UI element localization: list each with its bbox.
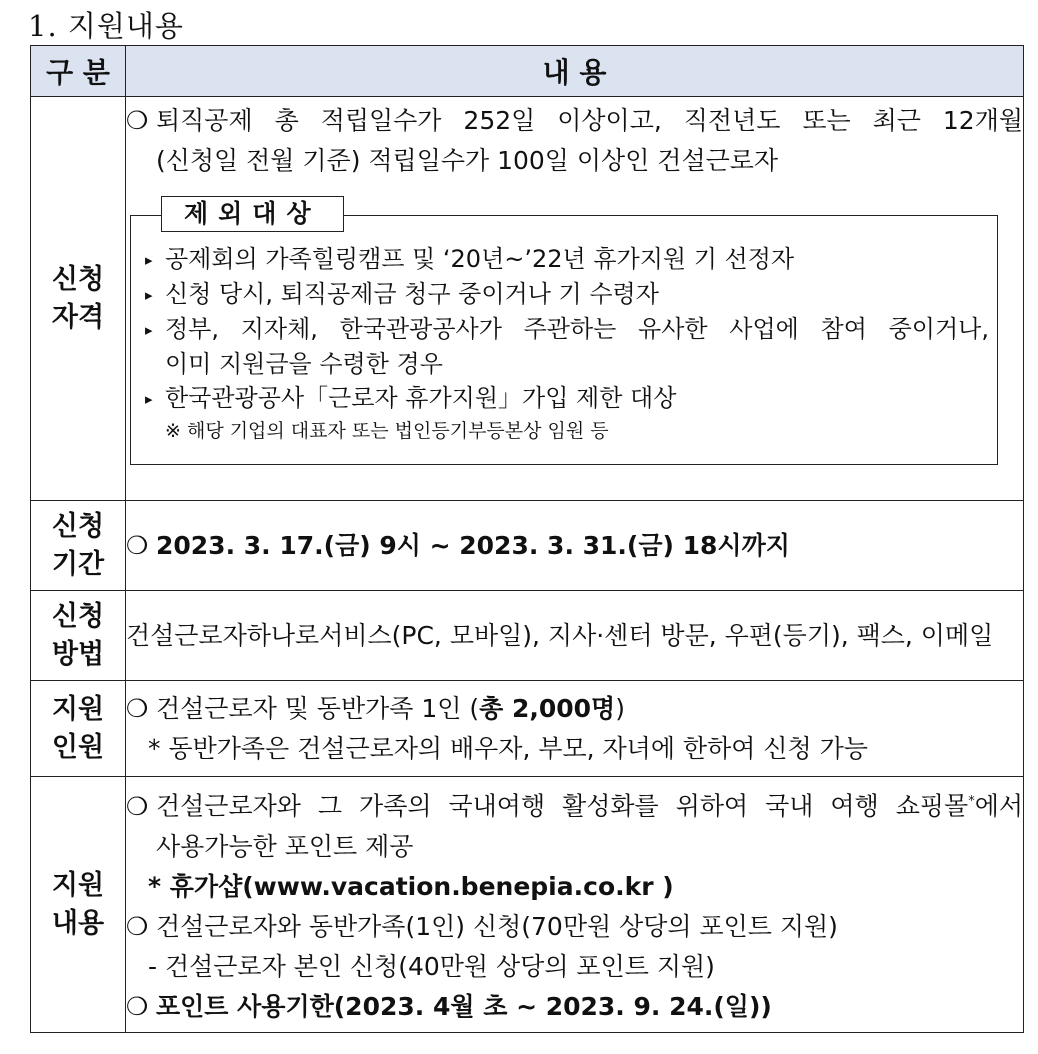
circle-bullet-icon: ❍ bbox=[126, 911, 149, 941]
section-title: 1. 지원내용 bbox=[28, 9, 184, 43]
table-row-period bbox=[31, 501, 1024, 591]
label-line: 자격 bbox=[51, 301, 105, 333]
content-period bbox=[126, 501, 1024, 591]
label-eligibility bbox=[31, 97, 126, 501]
circle-bullet-icon: ❍ bbox=[126, 693, 149, 723]
exclusion-item-text: 신청 당시, 퇴직공제금 청구 중이거나 기 수령자 bbox=[165, 280, 659, 308]
label-line: 신청 bbox=[51, 510, 105, 542]
details-line-1 bbox=[126, 782, 1023, 826]
header-content: 내 용 bbox=[126, 46, 1024, 97]
label-period bbox=[31, 501, 126, 591]
details-shop-link: * 휴가샵(www.vacation.benepia.co.kr ) bbox=[148, 871, 674, 901]
period-text: 2023. 3. 17.(금) 9시 ~ 2023. 3. 31.(금) 18시까지 bbox=[156, 530, 790, 560]
triangle-bullet-icon: ▸ bbox=[145, 321, 153, 339]
table-header-row bbox=[31, 46, 1024, 97]
method-text: 건설근로자하나로서비스(PC, 모바일), 지사·센터 방문, 우편(등기), 팩스, 이메일 bbox=[126, 620, 994, 650]
details-line-2: 사용가능한 포인트 제공 bbox=[156, 831, 414, 861]
label-line: 인원 bbox=[51, 731, 105, 763]
circle-bullet-icon: ❍ bbox=[126, 530, 149, 560]
label-line: 지원 bbox=[51, 693, 105, 725]
eligibility-text-1: 퇴직공제 총 적립일수가 252일 이상이고, 직전년도 또는 최근 12개월 bbox=[156, 106, 1023, 135]
label-line: 내용 bbox=[51, 907, 105, 939]
eligibility-line-1 bbox=[126, 101, 1023, 141]
label-line: 방법 bbox=[51, 638, 105, 670]
exclusion-item-continued: 이미 지원금을 수령한 경우 bbox=[165, 350, 443, 378]
exclusion-item-text: 한국관광공사「근로자 휴가지원」가입 제한 대상 bbox=[165, 384, 677, 412]
table-row-details bbox=[31, 777, 1024, 1033]
header-category: 구 분 bbox=[31, 46, 126, 97]
details-line-6 bbox=[126, 987, 1023, 1027]
triangle-bullet-icon: ▸ bbox=[145, 286, 153, 304]
exclusion-note: ※ 해당 기업의 대표자 또는 법인등기부등본상 임원 등 bbox=[165, 420, 609, 442]
label-line: 지원 bbox=[51, 869, 105, 901]
content-method bbox=[126, 591, 1024, 681]
label-method bbox=[31, 591, 126, 681]
exclusion-item bbox=[145, 381, 989, 416]
details-line-4 bbox=[126, 907, 1023, 947]
triangle-bullet-icon: ▸ bbox=[145, 390, 153, 408]
headcount-line bbox=[126, 689, 1023, 729]
eligibility-line-2: (신청일 전월 기준) 적립일수가 100일 이상인 건설근로자 bbox=[156, 146, 779, 175]
exclusion-item-text: 공제회의 가족힐링캠프 및 ‘20년~’22년 휴가지원 기 선정자 bbox=[165, 245, 795, 273]
content-headcount bbox=[126, 681, 1024, 777]
support-table bbox=[30, 45, 1024, 1033]
circle-bullet-icon: ❍ bbox=[126, 991, 149, 1021]
exclusion-box bbox=[130, 199, 998, 465]
content-details bbox=[126, 777, 1024, 1033]
label-line: 기간 bbox=[51, 548, 105, 580]
headcount-total: 총 2,000명 bbox=[479, 693, 616, 723]
label-line: 신청 bbox=[51, 600, 105, 632]
table-row-method bbox=[31, 591, 1024, 681]
exclusion-item bbox=[145, 242, 989, 277]
triangle-bullet-icon: ▸ bbox=[145, 251, 153, 269]
details-text-4: 건설근로자와 동반가족(1인) 신청(70만원 상당의 포인트 지원) bbox=[156, 911, 838, 941]
table-row-headcount bbox=[31, 681, 1024, 777]
table-row-eligibility bbox=[31, 97, 1024, 501]
period-line bbox=[126, 526, 1023, 566]
circle-bullet-icon: ❍ bbox=[126, 791, 149, 821]
headcount-note: * 동반가족은 건설근로자의 배우자, 부모, 자녀에 한하여 신청 가능 bbox=[148, 733, 868, 763]
details-line-5: - 건설근로자 본인 신청(40만원 상당의 포인트 지원) bbox=[148, 951, 715, 981]
headcount-text-end: ) bbox=[615, 693, 625, 723]
exclusion-item bbox=[145, 312, 989, 347]
details-text-6: 포인트 사용기한(2023. 4월 초 ~ 2023. 9. 24.(일)) bbox=[156, 991, 772, 1021]
details-text-1: 건설근로자와 그 가족의 국내여행 활성화를 위하여 국내 여행 쇼핑몰 bbox=[156, 791, 969, 821]
details-text-1-end: 에서 bbox=[974, 791, 1023, 821]
label-details bbox=[31, 777, 126, 1033]
headcount-text: 건설근로자 및 동반가족 1인 ( bbox=[156, 693, 480, 723]
content-eligibility bbox=[126, 97, 1024, 501]
label-headcount bbox=[31, 681, 126, 777]
exclusion-item-text: 정부, 지자체, 한국관광공사가 주관하는 유사한 사업에 참여 중이거나, bbox=[165, 315, 989, 343]
asterisk-sup: * bbox=[968, 794, 975, 810]
exclusion-title: 제외대상 bbox=[161, 196, 344, 232]
exclusion-item bbox=[145, 277, 989, 312]
circle-bullet-icon: ❍ bbox=[126, 106, 149, 135]
label-line: 신청 bbox=[51, 263, 105, 295]
